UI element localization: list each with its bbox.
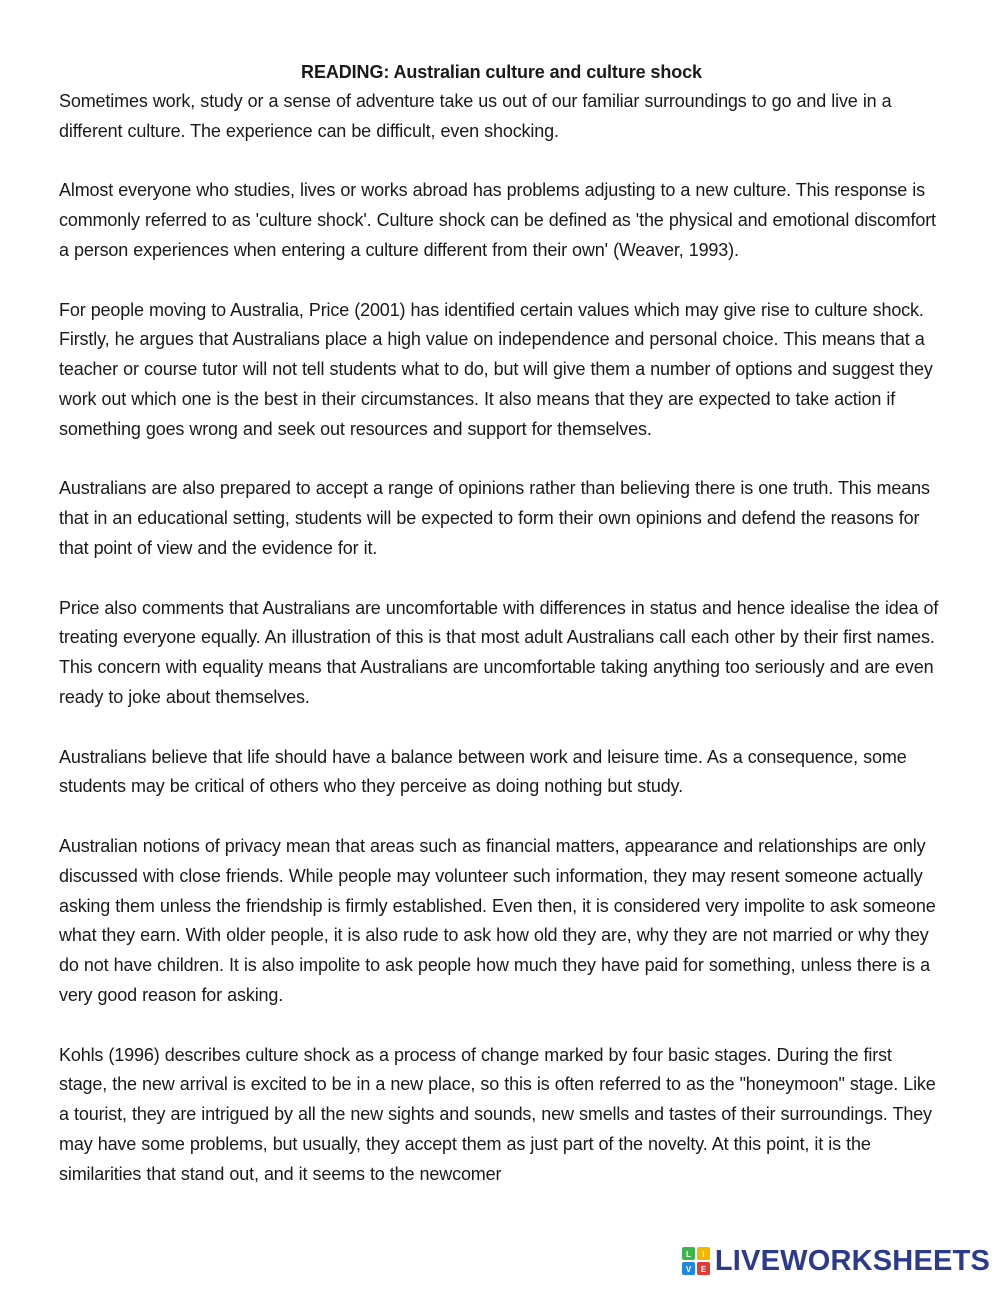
paragraph-4: Australians are also prepared to accept a range of opinions rather than believing there is one truth. This means that in an educational setting, students will be expected to form their own opinions and defend the reasons for that point of view and the evidence for it. bbox=[59, 478, 930, 558]
liveworksheets-cube-icon bbox=[681, 1246, 711, 1276]
svg-text:I: I bbox=[702, 1250, 705, 1259]
liveworksheets-logo[interactable] bbox=[681, 1244, 990, 1278]
document-title: READING: Australian culture and culture shock bbox=[301, 62, 702, 82]
svg-text:E: E bbox=[700, 1265, 707, 1274]
paragraph-2: Almost everyone who studies, lives or works abroad has problems adjusting to a new culture. This response is commonly referred to as 'culture shock'. Culture shock can be defined as 'the physical and emotional discomfort a person experiences when entering a culture different from their own' (Weaver, 1993). bbox=[59, 180, 936, 260]
paragraph-7: Australian notions of privacy mean that areas such as financial matters, appearance and relationships are only discussed with close friends. While people may volunteer such information, they may resent someone actually asking them unless the friendship is firmly established. Even then, it is considered very impolite to ask someone what they earn. With older people, it is also rude to ask how old they are, why they are not married or why they do not have children. It is also impolite to ask people how much they have paid for something, unless there is a very good reason for asking. bbox=[59, 835, 936, 1005]
paragraph-1: Sometimes work, study or a sense of adventure take us out of our familiar surroundings to go and live in a different culture. The experience can be difficult, even shocking. bbox=[59, 91, 892, 141]
paragraph-8: Kohls (1996) describes culture shock as a process of change marked by four basic stages. During the first stage, the new arrival is excited to be in a new place, so this is often referred to as the "honeymoon" stage. Like a tourist, they are intrigued by all the new sights and sounds, new smells and tastes of their surroundings. They may have some problems, but usually, they accept them as just part of the novelty. At this point, it is the similarities that stand out, and it seems to the newcomer bbox=[59, 1044, 936, 1184]
svg-text:L: L bbox=[685, 1250, 691, 1259]
paragraph-3: For people moving to Australia, Price (2001) has identified certain values which may give rise to culture shock. Firstly, he argues that Australians place a high value on independence and personal choice. This means that a teacher or course tutor will not tell students what to do, but will give them a number of options and suggest they work out which one is the best in their circumstances. It also means that they are expected to take action if something goes wrong and seek out resources and support for themselves. bbox=[59, 299, 933, 439]
document-page bbox=[59, 60, 944, 1219]
paragraph-6: Australians believe that life should have a balance between work and leisure time. As a consequence, some students may be critical of others who they perceive as doing nothing but study. bbox=[59, 746, 907, 797]
logo-text: LIVEWORKSHEETS bbox=[714, 1244, 990, 1277]
svg-text:V: V bbox=[685, 1265, 692, 1274]
paragraph-5: Price also comments that Australians are uncomfortable with differences in status and hence idealise the idea of treating everyone equally. An illustration of this is that most adult Australians call each other by their first names. This concern with equality means that Australians are uncomfortable taking anything too seriously and are even ready to joke about themselves. bbox=[59, 597, 939, 707]
